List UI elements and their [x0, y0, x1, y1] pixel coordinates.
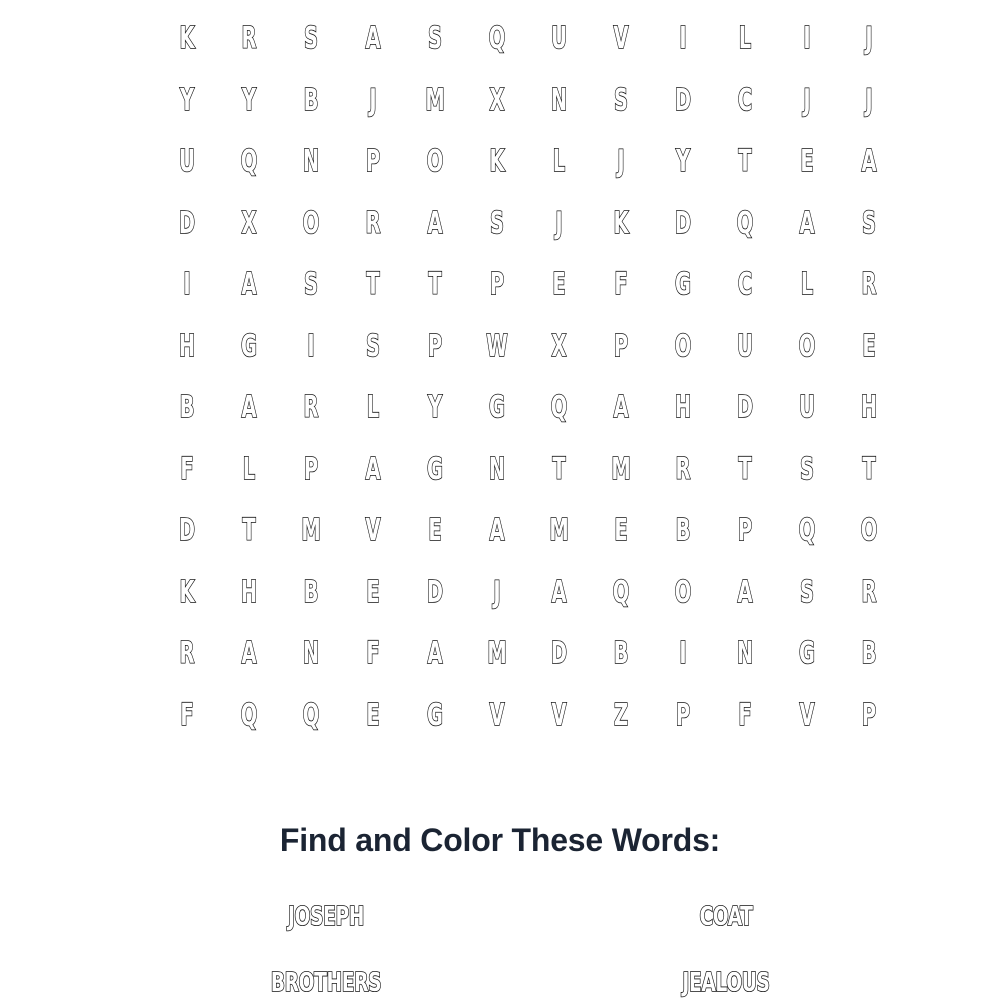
grid-cell[interactable]: C [737, 267, 753, 303]
grid-cell[interactable]: O [798, 328, 816, 364]
grid-cell[interactable]: D [178, 205, 196, 241]
grid-cell[interactable]: T [862, 451, 876, 487]
grid-cell[interactable]: D [178, 513, 196, 549]
grid-cell[interactable]: N [736, 636, 754, 672]
grid-cell[interactable]: G [799, 636, 815, 672]
grid-cell[interactable]: E [366, 697, 380, 733]
grid-cell[interactable]: E [614, 513, 628, 549]
grid-cell[interactable]: K [179, 21, 195, 57]
grid-cell[interactable]: A [241, 267, 257, 303]
grid-cell[interactable]: N [488, 451, 506, 487]
grid-cell[interactable]: K [489, 144, 505, 180]
grid-cell[interactable]: V [799, 697, 815, 733]
grid-cell[interactable]: M [487, 636, 507, 672]
grid-cell[interactable]: A [551, 574, 567, 610]
grid-cell[interactable]: Y [179, 82, 195, 118]
grid-cell[interactable]: P [861, 697, 877, 733]
grid-cell[interactable]: T [428, 267, 442, 303]
grid-cell[interactable]: F [180, 451, 194, 487]
grid-cell[interactable]: R [241, 21, 257, 57]
grid-cell[interactable]: M [611, 451, 631, 487]
grid-cell[interactable]: A [737, 574, 753, 610]
grid-cell[interactable]: M [301, 513, 321, 549]
grid-cell[interactable]: J [493, 574, 501, 610]
grid-cell[interactable]: R [861, 267, 877, 303]
grid-cell[interactable]: S [799, 451, 814, 487]
grid-cell[interactable]: B [303, 574, 319, 610]
grid-cell[interactable]: G [675, 267, 691, 303]
grid-cell[interactable]: A [365, 451, 381, 487]
grid-cell[interactable]: B [861, 636, 877, 672]
grid-cell[interactable]: E [552, 267, 566, 303]
grid-cell[interactable]: M [425, 82, 445, 118]
grid-cell[interactable]: H [674, 390, 692, 426]
word-brothers[interactable]: BROTHERS [270, 968, 382, 998]
grid-cell[interactable]: L [800, 267, 814, 303]
grid-cell[interactable]: Q [550, 390, 568, 426]
grid-cell[interactable]: I [803, 21, 811, 57]
grid-cell[interactable]: X [241, 205, 257, 241]
grid-cell[interactable]: S [303, 267, 318, 303]
grid-cell[interactable]: A [489, 513, 505, 549]
grid-cell[interactable]: K [613, 205, 629, 241]
grid-cell[interactable]: Z [613, 697, 629, 733]
grid-cell[interactable]: P [303, 451, 319, 487]
grid-cell[interactable]: N [302, 636, 320, 672]
grid-cell[interactable]: J [865, 21, 873, 57]
grid-cell[interactable]: H [178, 328, 196, 364]
grid-cell[interactable]: B [675, 513, 691, 549]
grid-cell[interactable]: P [613, 328, 629, 364]
grid-cell[interactable]: L [552, 144, 566, 180]
grid-cell[interactable]: H [860, 390, 878, 426]
grid-cell[interactable]: S [613, 82, 628, 118]
grid-cell[interactable]: O [674, 574, 692, 610]
grid-cell[interactable]: F [738, 697, 752, 733]
grid-cell[interactable]: Q [798, 513, 816, 549]
grid-cell[interactable]: A [613, 390, 629, 426]
grid-cell[interactable]: Y [427, 390, 443, 426]
grid-cell[interactable]: J [803, 82, 811, 118]
grid-cell[interactable]: Q [488, 21, 506, 57]
grid-cell[interactable]: U [551, 21, 567, 57]
grid-cell[interactable]: V [365, 513, 381, 549]
grid-cell[interactable]: N [550, 82, 568, 118]
grid-cell[interactable]: R [303, 390, 319, 426]
grid-cell[interactable]: Q [612, 574, 630, 610]
grid-cell[interactable]: G [489, 390, 505, 426]
grid-cell[interactable]: G [427, 697, 443, 733]
grid-cell[interactable]: E [366, 574, 380, 610]
grid-cell[interactable]: V [551, 697, 567, 733]
grid-cell[interactable]: P [427, 328, 443, 364]
grid-cell[interactable]: P [675, 697, 691, 733]
grid-cell[interactable]: Y [241, 82, 257, 118]
grid-cell[interactable]: T [366, 267, 380, 303]
grid-cell[interactable]: L [242, 451, 256, 487]
grid-cell[interactable]: L [738, 21, 752, 57]
grid-cell[interactable]: A [241, 390, 257, 426]
grid-cell[interactable]: S [365, 328, 380, 364]
grid-cell[interactable]: I [307, 328, 315, 364]
grid-cell[interactable]: J [617, 144, 625, 180]
grid-cell[interactable]: M [549, 513, 569, 549]
grid-cell[interactable]: Q [240, 144, 258, 180]
grid-cell[interactable]: E [862, 328, 876, 364]
grid-cell[interactable]: G [427, 451, 443, 487]
grid-cell[interactable]: A [427, 636, 443, 672]
grid-cell[interactable]: P [737, 513, 753, 549]
grid-cell[interactable]: R [365, 205, 381, 241]
grid-cell[interactable]: O [674, 328, 692, 364]
grid-cell[interactable]: E [800, 144, 814, 180]
grid-cell[interactable]: B [613, 636, 629, 672]
puzzle-grid [156, 8, 900, 746]
grid-cell[interactable]: X [489, 82, 505, 118]
grid-cell[interactable]: K [179, 574, 195, 610]
grid-cell[interactable]: J [369, 82, 377, 118]
grid-cell[interactable]: Q [736, 205, 754, 241]
grid-cell[interactable]: Y [675, 144, 691, 180]
word-list-heading: Find and Color These Words: [279, 822, 721, 858]
grid-cell[interactable]: R [179, 636, 195, 672]
grid-cell[interactable]: O [302, 205, 320, 241]
grid-cell[interactable]: S [303, 21, 318, 57]
grid-cell[interactable]: D [550, 636, 568, 672]
grid-cell[interactable]: A [241, 636, 257, 672]
grid-cell[interactable]: S [799, 574, 814, 610]
grid-cell[interactable]: T [552, 451, 566, 487]
grid-cell[interactable]: I [679, 21, 687, 57]
grid-cell[interactable]: W [486, 328, 508, 364]
grid-cell[interactable]: C [737, 82, 753, 118]
grid-cell[interactable]: S [489, 205, 504, 241]
grid-cell[interactable]: D [674, 205, 692, 241]
grid-cell[interactable]: A [799, 205, 815, 241]
grid-cell[interactable]: B [303, 82, 319, 118]
grid-cell[interactable]: H [240, 574, 258, 610]
grid-cell[interactable]: U [799, 390, 815, 426]
grid-cell[interactable]: V [613, 21, 629, 57]
grid-cell[interactable]: T [242, 513, 256, 549]
grid-cell[interactable]: N [302, 144, 320, 180]
grid-cell[interactable]: F [180, 697, 194, 733]
grid-cell[interactable]: O [426, 144, 444, 180]
grid-cell[interactable]: Q [302, 697, 320, 733]
grid-cell[interactable]: V [489, 697, 505, 733]
grid-cell[interactable]: S [861, 205, 876, 241]
grid-cell[interactable]: O [860, 513, 878, 549]
grid-cell[interactable]: F [614, 267, 628, 303]
grid-cell[interactable]: G [241, 328, 257, 364]
grid-cell[interactable]: L [366, 390, 380, 426]
grid-cell[interactable]: R [861, 574, 877, 610]
grid-cell[interactable]: D [674, 82, 692, 118]
grid-cell[interactable]: E [428, 513, 442, 549]
grid-cell[interactable]: I [183, 267, 191, 303]
grid-cell[interactable]: Q [240, 697, 258, 733]
grid-cell[interactable]: D [426, 574, 444, 610]
grid-cell[interactable]: F [366, 636, 380, 672]
grid-cell[interactable]: A [365, 21, 381, 57]
grid-cell[interactable]: X [551, 328, 567, 364]
grid-cell[interactable]: J [865, 82, 873, 118]
grid-cell[interactable]: B [179, 390, 195, 426]
word-joseph[interactable]: JOSEPH [287, 902, 365, 932]
grid-cell[interactable]: R [675, 451, 691, 487]
grid-cell[interactable]: A [861, 144, 877, 180]
word-coat[interactable]: COAT [699, 902, 753, 932]
grid-cell[interactable]: U [737, 328, 753, 364]
grid-cell[interactable]: D [736, 390, 754, 426]
grid-cell[interactable]: S [427, 21, 442, 57]
grid-cell[interactable]: J [555, 205, 563, 241]
word-jealous[interactable]: JEALOUS [682, 968, 770, 998]
grid-cell[interactable]: P [365, 144, 381, 180]
grid-cell[interactable]: T [738, 144, 752, 180]
grid-cell[interactable]: U [179, 144, 195, 180]
grid-cell[interactable]: A [427, 205, 443, 241]
grid-cell[interactable]: T [738, 451, 752, 487]
grid-cell[interactable]: P [489, 267, 505, 303]
grid-cell[interactable]: I [679, 636, 687, 672]
